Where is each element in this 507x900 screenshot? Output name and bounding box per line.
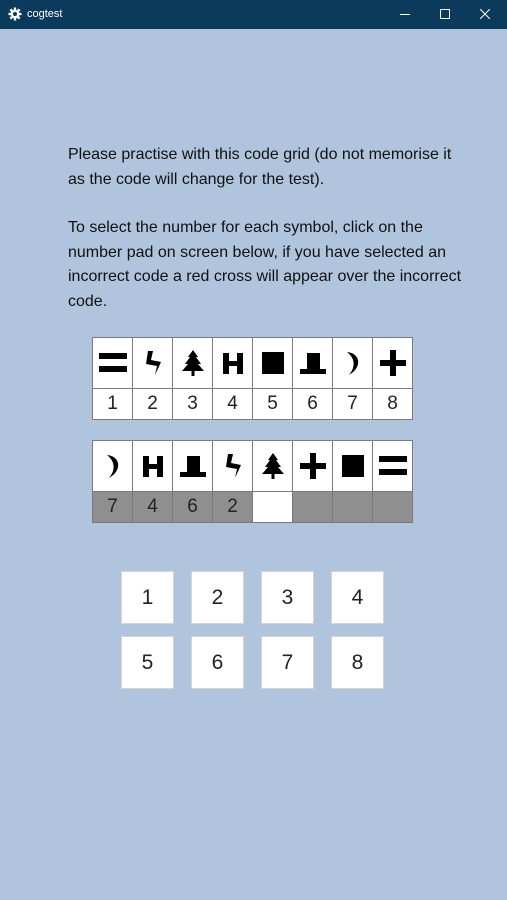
close-button[interactable] <box>462 0 507 29</box>
number-cell: 6 <box>293 389 333 420</box>
equals-icon <box>99 349 127 377</box>
number-pad-key-6[interactable]: 6 <box>191 636 244 689</box>
test-code-grid <box>92 440 413 523</box>
instruction-text-2: To select the number for each symbol, click on the number pad on screen below, if you have selected an incorrect code a red cross will appear over the incorrect code. <box>68 219 462 310</box>
symbol-cell <box>253 441 293 492</box>
number-pad-key-5[interactable]: 5 <box>121 636 174 689</box>
number-cell: 7 <box>333 389 373 420</box>
number-pad-key-4[interactable]: 4 <box>331 571 384 624</box>
number-pad-key-3[interactable]: 3 <box>261 571 314 624</box>
tree-icon <box>179 349 207 377</box>
number-cell: 8 <box>373 389 413 420</box>
crescent-icon <box>339 349 367 377</box>
key-code-grid <box>92 337 413 420</box>
symbol-cell <box>173 441 213 492</box>
h-icon <box>219 349 247 377</box>
lightning-icon <box>139 349 167 377</box>
cross-icon <box>299 452 327 480</box>
title-bar <box>0 0 507 29</box>
tree-icon <box>259 452 287 480</box>
hat-icon <box>299 349 327 377</box>
symbol-cell <box>373 338 413 389</box>
symbol-cell <box>133 441 173 492</box>
answer-cell <box>373 492 413 523</box>
answer-cell: 7 <box>93 492 133 523</box>
equals-icon <box>379 452 407 480</box>
crescent-icon <box>99 452 127 480</box>
number-cell: 4 <box>213 389 253 420</box>
symbol-cell <box>133 338 173 389</box>
answer-cell: 4 <box>133 492 173 523</box>
number-pad-key-8[interactable]: 8 <box>331 636 384 689</box>
answer-cell <box>253 492 293 523</box>
maximize-icon <box>440 9 450 19</box>
symbol-cell <box>93 441 133 492</box>
hat-icon <box>179 452 207 480</box>
number-cell: 1 <box>93 389 133 420</box>
gear-icon <box>8 7 22 21</box>
lightning-icon <box>219 452 247 480</box>
symbol-cell <box>333 338 373 389</box>
number-pad-key-2[interactable]: 2 <box>191 571 244 624</box>
number-pad-key-1[interactable]: 1 <box>121 571 174 624</box>
symbol-cell <box>293 338 333 389</box>
answer-cell: 6 <box>173 492 213 523</box>
symbol-cell <box>173 338 213 389</box>
number-cell: 2 <box>133 389 173 420</box>
symbol-cell <box>213 338 253 389</box>
cross-icon <box>379 349 407 377</box>
window-title: cogtest <box>27 8 63 20</box>
symbol-cell <box>333 441 373 492</box>
instruction-text-1: Please practise with this code grid (do not memorise it as the code will change for the test). <box>68 146 452 188</box>
answer-cell <box>293 492 333 523</box>
minimize-icon <box>400 9 410 19</box>
answer-cell <box>333 492 373 523</box>
symbol-cell <box>293 441 333 492</box>
number-pad <box>121 571 384 689</box>
close-icon <box>480 9 490 19</box>
answer-cell: 2 <box>213 492 253 523</box>
symbol-cell <box>373 441 413 492</box>
symbol-cell <box>93 338 133 389</box>
square-icon <box>259 349 287 377</box>
square-icon <box>339 452 367 480</box>
number-cell: 5 <box>253 389 293 420</box>
h-icon <box>139 452 167 480</box>
symbol-cell <box>253 338 293 389</box>
symbol-cell <box>213 441 253 492</box>
number-cell: 3 <box>173 389 213 420</box>
number-pad-key-7[interactable]: 7 <box>261 636 314 689</box>
